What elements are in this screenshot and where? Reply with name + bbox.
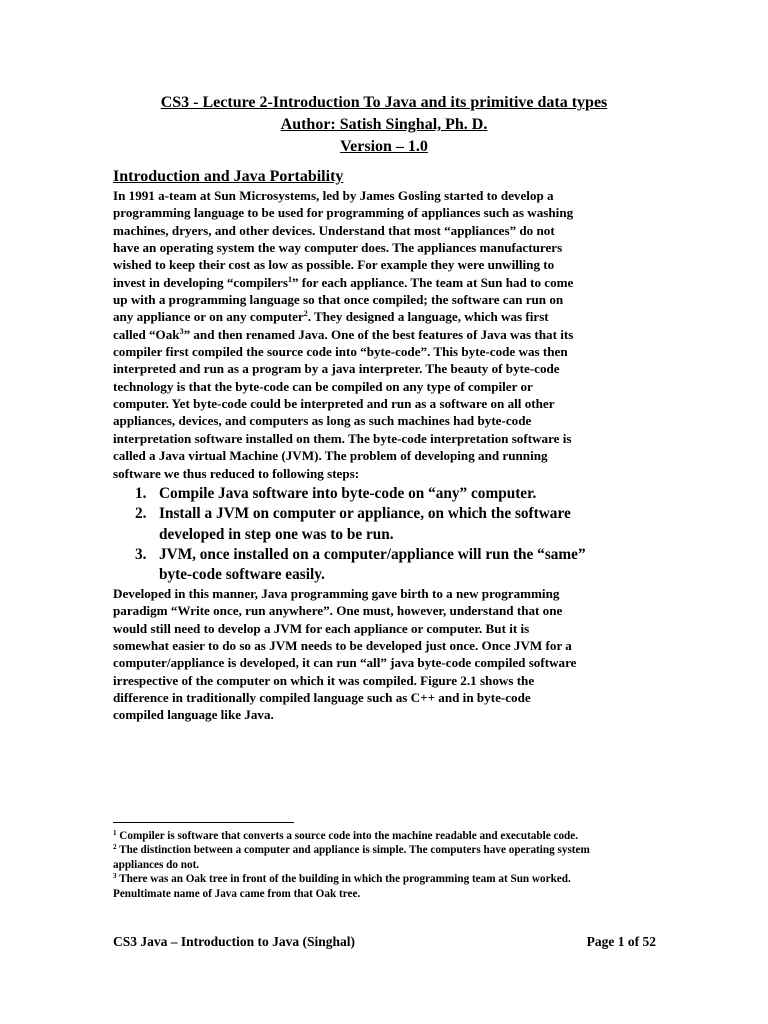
footnote-divider	[113, 822, 294, 823]
paragraph-line: programming language to be used for programming of appliances such as washing	[113, 205, 574, 221]
footnote-ref: 3	[179, 326, 184, 336]
paragraph-line: technology is that the byte-code can be compiled on any type of compiler or	[113, 378, 533, 394]
list-item-text: byte-code software easily.	[159, 566, 325, 584]
paragraph-line: have an operating system the way computer does. The appliances manufacturers	[113, 240, 563, 256]
list-number: 1.	[135, 485, 147, 502]
paragraph-line: compiled language like Java.	[113, 707, 274, 723]
paragraph-line: computer/appliance is developed, it can run “all” java byte-code compiled software	[113, 655, 577, 671]
line-text: invest in developing “compilers	[113, 274, 288, 290]
paragraph-line: In 1991 a-team at Sun Microsystems, led by James Gosling started to develop a	[113, 188, 554, 203]
footnote-marker: 1	[113, 829, 117, 837]
footnote	[113, 843, 673, 857]
paragraph-line: somewhat easier to do so as JVM needs to be developed just once. Once JVM for a	[113, 638, 572, 654]
paragraph-line: wished to keep their cost as low as possible. For example they were unwilling to	[113, 257, 555, 273]
list-item	[113, 545, 673, 586]
paragraph-line: appliances, devices, and computers as long as such machines had byte-code	[113, 413, 532, 429]
footnote-ref: 2	[303, 309, 308, 319]
list-number: 3.	[135, 545, 147, 563]
footnotes	[113, 829, 673, 901]
footnote-marker: 2	[113, 843, 117, 852]
footnote-continuation: appliances do not.	[113, 858, 200, 871]
paragraph-line: would still need to develop a JVM for each appliance or computer. But it is	[113, 620, 530, 636]
list-item	[113, 504, 673, 545]
paragraph-line: Developed in this manner, Java programming gave birth to a new programming	[113, 586, 560, 601]
footnote-text: The distinction between a computer and appliance is simple. The computers have operating system	[119, 844, 590, 857]
footnote-continuation: Penultimate name of Java came from that Oak tree.	[113, 887, 361, 900]
footnote-text: There was an Oak tree in front of the building in which the programming team at Sun worked.	[119, 873, 571, 886]
footer-left-text: CS3 Java – Introduction to Java (Singhal)	[113, 934, 356, 949]
page-number: Page 1 of 52	[586, 934, 656, 949]
document-author: Author: Satish Singhal, Ph. D.	[280, 116, 488, 133]
paragraph-line: paradigm “Write once, run anywhere”. One must, however, understand that one	[113, 603, 563, 619]
line-text: any appliance or on any computer	[113, 309, 304, 325]
paragraph-line: interpreted and run as a program by a java interpreter. The beauty of byte-code	[113, 361, 560, 377]
line-text: ” for each appliance. The team at Sun had to come	[291, 274, 574, 290]
title-block	[0, 92, 768, 158]
footnote	[113, 829, 673, 843]
paragraph-line: irrespective of the computer on which it was compiled. Figure 2.1 shows the	[113, 672, 535, 688]
paragraph-line: called a Java virtual Machine (JVM). The problem of developing and running	[113, 448, 548, 464]
list-item-text: Compile Java software into byte-code on “any” computer.	[159, 485, 537, 502]
footnote	[113, 872, 673, 886]
footnote-marker: 3	[113, 872, 117, 881]
list-item-text: JVM, once installed on a computer/appliance will run the “same”	[159, 545, 586, 563]
portability-paragraph	[113, 585, 658, 724]
list-item-text: developed in step one was to be run.	[159, 525, 394, 543]
line-text: ” and then renamed Java. One of the best features of Java was that its	[183, 326, 574, 342]
line-text: . They designed a language, which was first	[307, 309, 549, 325]
list-item-text: Install a JVM on computer or appliance, on which the software	[159, 505, 571, 523]
line-text: called “Oak	[113, 326, 180, 342]
paragraph-line: computer. Yet byte-code could be interpreted and run as a software on all other	[113, 396, 555, 412]
intro-paragraph	[113, 187, 658, 482]
paragraph-line: difference in traditionally compiled language such as C++ and in byte-code	[113, 690, 531, 706]
list-item	[113, 484, 673, 504]
footnote-text: Compiler is software that converts a source code into the machine readable and executable code.	[119, 830, 579, 842]
paragraph-line	[113, 326, 658, 343]
paragraph-line	[113, 308, 658, 325]
list-number: 2.	[135, 505, 147, 523]
paragraph-line: machines, dryers, and other devices. Understand that most “appliances” do not	[113, 222, 555, 238]
paragraph-line: up with a programming language so that once compiled; the software can run on	[113, 292, 564, 308]
paragraph-line	[113, 274, 658, 291]
document-version: Version – 1.0	[340, 138, 428, 155]
paragraph-line: software we thus reduced to following steps:	[113, 465, 360, 481]
paragraph-line: interpretation software installed on them. The byte-code interpretation software is	[113, 430, 572, 446]
footnote-ref: 1	[287, 274, 292, 284]
section-heading: Introduction and Java Portability	[113, 168, 344, 185]
steps-list	[113, 484, 673, 585]
paragraph-line: compiler first compiled the source code into “byte-code”. This byte-code was then	[113, 344, 568, 360]
document-title: CS3 - Lecture 2-Introduction To Java and its primitive data types	[160, 94, 608, 111]
